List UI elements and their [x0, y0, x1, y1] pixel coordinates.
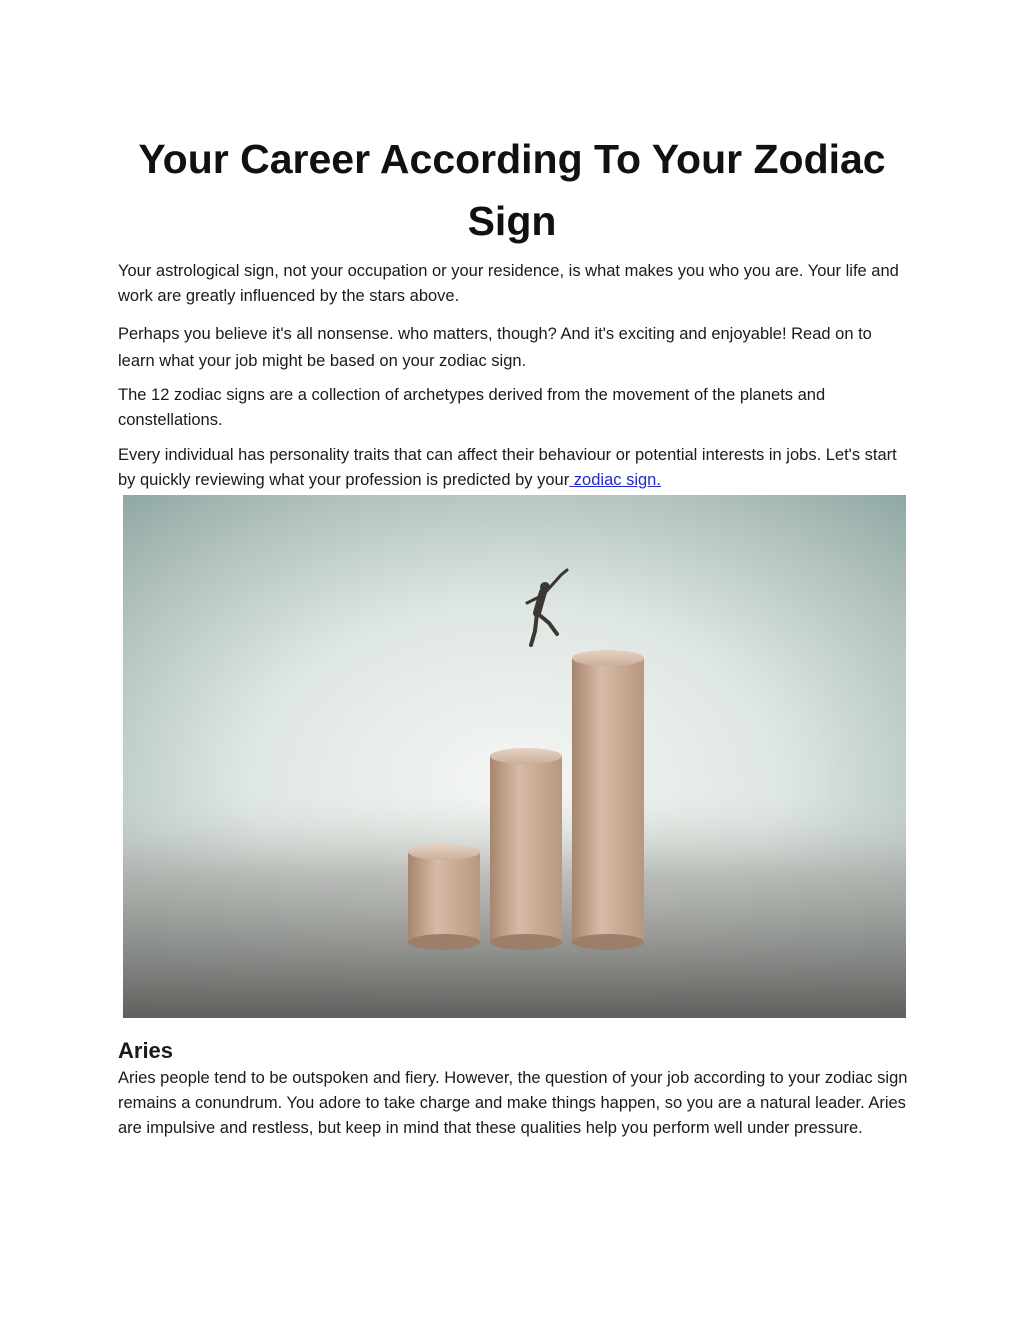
page-title: Your Career According To Your Zodiac Sign: [138, 136, 886, 244]
section-heading-aries: Aries: [118, 1038, 174, 1063]
intro-paragraph-4: [118, 443, 908, 493]
intro-paragraph-3: The 12 zodiac signs are a collection of archetypes derived from the movement of the planets and constellations.: [118, 386, 826, 429]
hero-image-jumping-man-columns: [123, 495, 906, 1018]
intro-paragraph-2: Perhaps you believe it's all nonsense. who matters, though? And it's exciting and enjoyable! Read on to learn what your job might be based on your zodiac sign.: [118, 325, 872, 370]
intro-paragraph-1: Your astrological sign, not your occupation or your residence, is what makes you who you are. Your life and work are greatly influenced by the stars above.: [118, 262, 899, 305]
section-body-aries: Aries people tend to be outspoken and fiery. However, the question of your job according to your zodiac sign remains a conundrum. You adore to take charge and make things happen, so you are a natural leader. Aries are impulsive and restless, but keep in mind that these qualities help you perform well under pressure.: [118, 1069, 908, 1137]
zodiac-sign-link[interactable]: zodiac sign.: [569, 471, 661, 489]
intro-paragraph-4-text: Every individual has personality traits that can affect their behaviour or potential interests in jobs. Let's start by quickly reviewing what your profession is predicted by your: [118, 446, 897, 489]
column-tall: [572, 650, 644, 950]
column-short: [408, 844, 480, 950]
column-medium: [490, 748, 562, 950]
